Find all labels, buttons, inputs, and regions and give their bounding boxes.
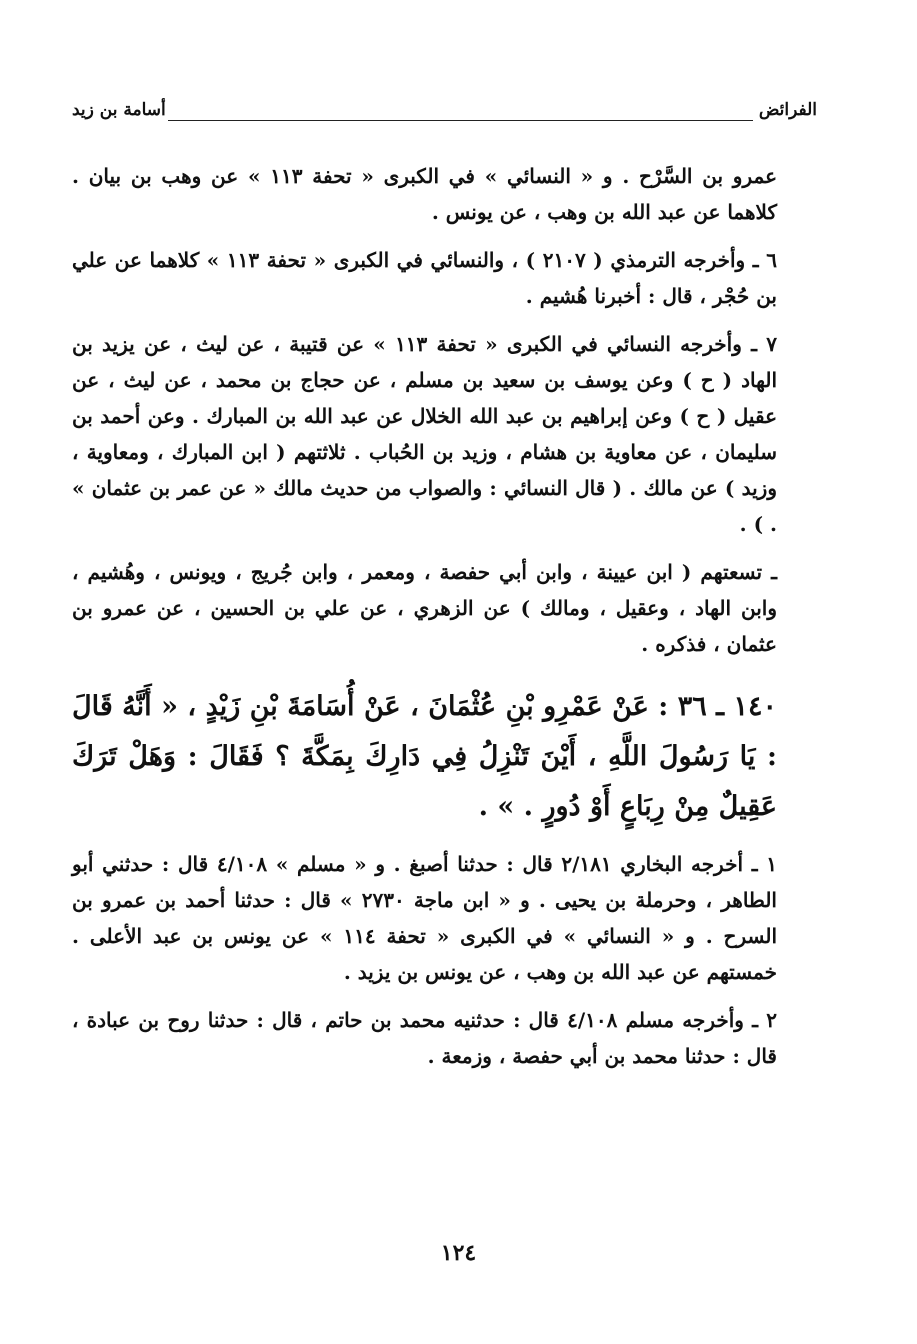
section-title: أسامة بن زيد [72, 100, 166, 120]
chapter-title: الفرائض [758, 100, 817, 120]
paragraph: عمرو بن السَّرْح . و « النسائي » في الكبرى « تحفة ١١٣ » عن وهب بن بيان . كلاهما عن عبد الله بن وهب ، عن يونس . [72, 164, 778, 224]
page-body [72, 158, 777, 1086]
page-number: ١٢٤ [440, 1240, 477, 1266]
hadith-text: ١٤٠ ـ ٣٦ : عَنْ عَمْرِو بْنِ عُثْمَانَ ، عَنْ أُسَامَةَ بْنِ زَيْدٍ ، « أَنَّهُ قَالَ : يَا رَسُولَ اللَّهِ ، أَيْنَ تَنْزِلُ فِي دَارِكَ بِمَكَّةَ ؟ فَقَالَ : وَهَلْ تَرَكَ عَقِيلٌ مِنْ رِبَاعٍ أَوْ دُورٍ . » . [72, 691, 778, 822]
paragraph: ـ تسعتهم ( ابن عيينة ، وابن أبي حفصة ، ومعمر ، وابن جُريج ، ويونس ، وهُشيم ، وابن الهاد ، وعقيل ، ومالك ) عن الزهري ، عن علي بن الحسين ، عن عمرو بن عثمان ، فذكره . [72, 560, 777, 656]
paragraph: ٦ ـ وأخرجه الترمذي ( ٢١٠٧ ) ، والنسائي في الكبرى « تحفة ١١٣ » كلاهما عن علي بن حُجْر ، قال : أخبرنا هُشيم . [72, 248, 777, 308]
paragraph: ٧ ـ وأخرجه النسائي في الكبرى « تحفة ١١٣ » عن قتيبة ، عن ليث ، عن يزيد بن الهاد ( ح ) وعن يوسف بن سعيد بن مسلم ، عن حجاج بن محمد ، عن ليث ، عن عقيل ( ح ) وعن إبراهيم بن عبد الله الخلال عن عبد الله بن المبارك . وعن أحمد بن سليمان ، عن معاوية بن هشام ، وزيد بن الحُباب . ثلاثتهم ( ابن المبارك ، ومعاوية ، وزيد ) عن مالك . ( قال النسائي : والصواب من حديث مالك « عن عمر بن عثمان » . ) . [72, 332, 777, 536]
note-paragraph: ١ ـ أخرجه البخاري ٢/١٨١ قال : حدثنا أصبغ . و « مسلم » ٤/١٠٨ قال : حدثني أبو الطاهر ، وحرملة بن يحيى . و « ابن ماجة ٢٧٣٠ » قال : حدثنا أحمد بن عمرو بن السرح . و « النسائي » في الكبرى « تحفة ١١٤ » عن يونس بن عبد الأعلى . خمستهم عن عبد الله بن وهب ، عن يونس بن يزيد . [72, 852, 777, 984]
running-header [72, 96, 817, 130]
note-paragraph: ٢ ـ وأخرجه مسلم ٤/١٠٨ قال : حدثنيه محمد بن حاتم ، قال : حدثنا روح بن عبادة ، قال : حدثنا محمد بن أبي حفصة ، وزمعة . [72, 1008, 778, 1068]
header-rule [168, 120, 753, 121]
